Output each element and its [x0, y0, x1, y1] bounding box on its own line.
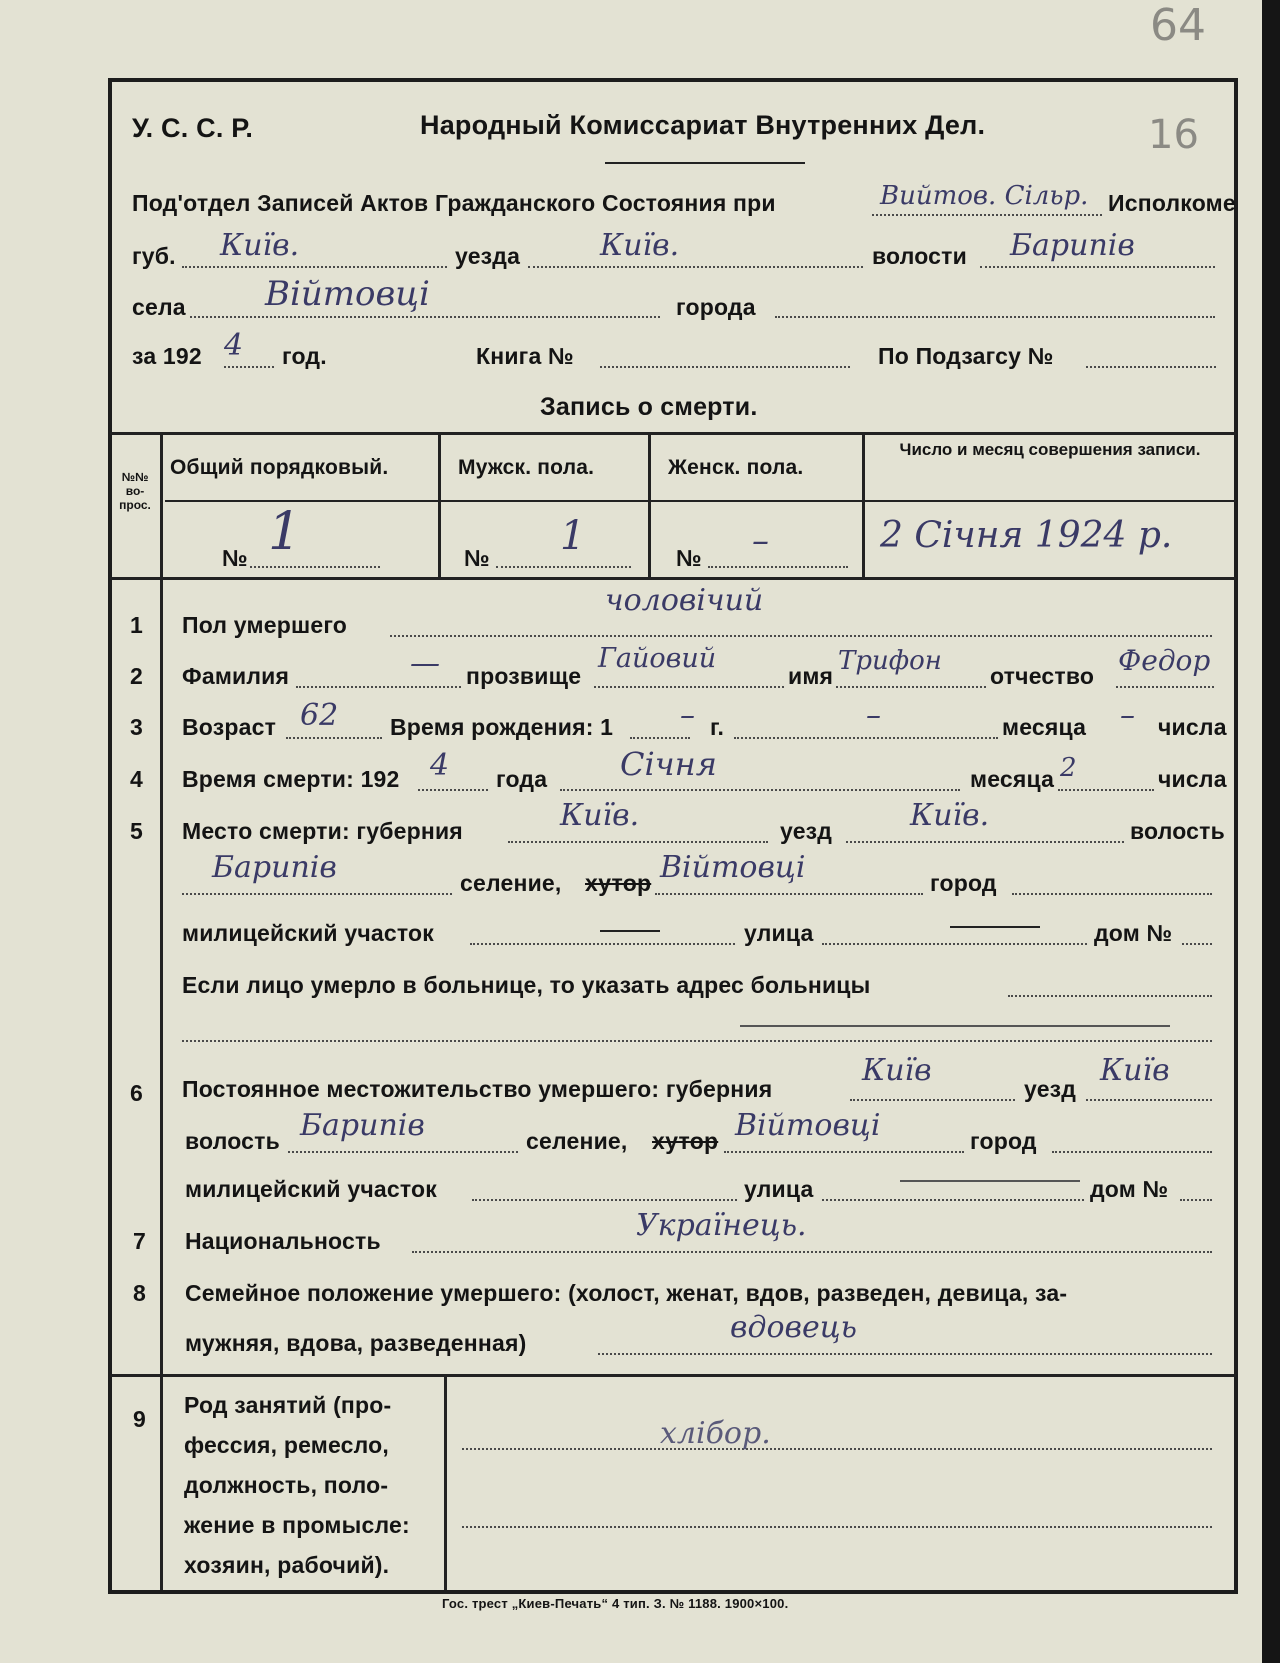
place-city-label: город: [930, 870, 997, 896]
question-3-number: 3: [130, 714, 143, 740]
occupation-label-3: должность, поло-: [184, 1472, 389, 1498]
title-underline: [605, 162, 805, 164]
state-name: У. С. С. Р.: [132, 113, 254, 143]
birth-day-label: числа: [1158, 714, 1227, 740]
gub-value: Київ.: [220, 228, 300, 263]
militia-line-1: [470, 943, 735, 945]
gub-label: губ.: [132, 243, 176, 269]
year-suffix: год.: [282, 343, 327, 369]
death-year-line: [418, 789, 488, 791]
male-num-sign: №: [464, 545, 490, 571]
birth-month-line: [734, 737, 998, 739]
place-gub-value: Київ.: [560, 798, 640, 833]
occupation-label-2: фессия, ремесло,: [184, 1432, 390, 1458]
hospital-line-2: [182, 1040, 1212, 1042]
question-9-number: 9: [133, 1406, 146, 1432]
nickname-value: Гайовий: [598, 643, 717, 674]
place-volost-label: волость: [1130, 818, 1225, 844]
occupation-line-1: [462, 1448, 1212, 1450]
street-line-1: [822, 943, 1087, 945]
question-7-number: 7: [133, 1228, 146, 1254]
col-rule-2: [648, 432, 651, 577]
res-city-line: [1052, 1151, 1212, 1153]
occupation-value: хлібор.: [660, 1416, 771, 1451]
volost-value: Барипів: [1010, 228, 1135, 263]
age-line: [286, 737, 382, 739]
patronymic-line: [1116, 686, 1214, 688]
surname-label: Фамилия: [182, 663, 290, 689]
ispolkom-value: Вийтов. Сільр.: [880, 181, 1089, 211]
female-line: [708, 566, 848, 568]
death-year-value: 4: [430, 748, 450, 783]
death-month-value: Січня: [620, 745, 717, 783]
general-num-sign: №: [222, 545, 248, 571]
birth-year-value: –: [680, 698, 695, 733]
subdept-label: Под'отдел Записей Актов Гражданского Состояния при: [132, 190, 776, 216]
place-city-line: [1012, 893, 1212, 895]
res-gub-value: Київ: [862, 1053, 932, 1088]
nationality-value: Українець.: [636, 1208, 807, 1243]
death-month-label: месяца: [970, 766, 1055, 792]
res-khutor-label: хутор: [652, 1128, 719, 1154]
table-top-rule: [110, 432, 1236, 435]
place-village-label: селение,: [460, 870, 562, 896]
page-edge: [1262, 0, 1280, 1663]
street-label-1: улица: [744, 920, 814, 946]
table-header-rule: [165, 500, 1236, 502]
birth-year-line: [630, 737, 690, 739]
place-uezd-line: [846, 841, 1124, 843]
militia-label-2: милицейский участок: [185, 1176, 437, 1202]
question-2-number: 2: [130, 663, 143, 689]
nickname-label: прозвище: [466, 663, 582, 689]
gub-line: [182, 266, 447, 268]
res-volost-line: [288, 1151, 518, 1153]
book-line: [600, 366, 850, 368]
occupation-label-1: Род занятий (про-: [184, 1392, 392, 1418]
date-value: 2 Січня 1924 р.: [880, 515, 1173, 556]
place-khutor-label: хутор: [585, 870, 652, 896]
subrecord-label: По Подзагсу №: [878, 343, 1054, 369]
house-line-2: [1180, 1199, 1212, 1201]
marital-line: [598, 1353, 1212, 1355]
marital-label-1: Семейное положение умершего: (холост, женат, вдов, разведен, девица, за-: [185, 1280, 1068, 1306]
res-uezd-line: [1086, 1099, 1212, 1101]
house-label-2: дом №: [1090, 1176, 1169, 1202]
uezd-label: уезда: [455, 243, 521, 269]
birth-month-value: –: [866, 698, 881, 733]
table-bottom-rule: [110, 577, 1236, 580]
death-month-line: [560, 789, 960, 791]
volost-line: [980, 266, 1215, 268]
place-village-value: Війтовці: [660, 850, 806, 885]
place-volost-line: [182, 893, 452, 895]
sex-line: [390, 635, 1212, 637]
place-village-line: [655, 893, 923, 895]
gorod-label: города: [676, 294, 756, 320]
g-label: г.: [710, 714, 725, 740]
volost-label: волости: [872, 243, 967, 269]
question-6-number: 6: [130, 1080, 143, 1106]
general-line: [250, 566, 380, 568]
female-num-sign: №: [676, 545, 702, 571]
occupation-label-4: жение в промысле:: [184, 1512, 410, 1538]
nationality-label: Национальность: [185, 1228, 381, 1254]
year-line: [224, 366, 274, 368]
res-village-line: [724, 1151, 964, 1153]
question-4-number: 4: [130, 766, 143, 792]
death-day-line: [1058, 789, 1154, 791]
question-num-header: №№ во-прос.: [119, 470, 151, 512]
gorod-line: [775, 316, 1215, 318]
militia-dash-1: [600, 930, 660, 932]
marital-label-2: мужняя, вдова, разведенная): [185, 1330, 527, 1356]
uezd-line: [528, 266, 863, 268]
page-mark: 16: [1148, 112, 1199, 158]
book-label: Книга №: [476, 343, 574, 369]
sex-value: чоловічий: [605, 583, 764, 618]
street-label-2: улица: [744, 1176, 814, 1202]
occupation-col-rule: [444, 1374, 447, 1590]
commissariat-title: Народный Комиссариат Внутренних Дел.: [420, 110, 986, 140]
age-label: Возраст: [182, 714, 277, 740]
res-gub-line: [850, 1099, 1015, 1101]
question-8-number: 8: [133, 1280, 146, 1306]
birth-month-label: месяца: [1002, 714, 1087, 740]
female-col-header: Женск. пола.: [668, 456, 804, 479]
street-dash-1: [950, 926, 1040, 928]
male-value: 1: [560, 513, 586, 559]
general-col-header: Общий порядковый.: [170, 456, 389, 479]
question-5-number: 5: [130, 818, 143, 844]
street-line-2: [822, 1199, 1084, 1201]
male-line: [496, 566, 631, 568]
age-value: 62: [300, 698, 339, 733]
female-value: –: [752, 521, 769, 561]
form-title: Запись о смерти.: [540, 393, 758, 421]
year-label: года: [496, 766, 548, 792]
place-uezd-label: уезд: [780, 818, 833, 844]
selo-line: [190, 316, 660, 318]
res-village-label: селение,: [526, 1128, 628, 1154]
res-volost-label: волость: [185, 1128, 280, 1154]
occupation-label-5: хозяин, рабочий).: [184, 1552, 390, 1578]
res-city-label: город: [970, 1128, 1037, 1154]
residence-label: Постоянное местожительство умершего: губерния: [182, 1076, 773, 1102]
res-uezd-label: уезд: [1024, 1076, 1077, 1102]
death-day-value: 2: [1060, 753, 1077, 783]
year-prefix: за 192: [132, 343, 202, 369]
occupation-line-2: [462, 1526, 1212, 1528]
house-label-1: дом №: [1094, 920, 1173, 946]
nickname-line: [594, 686, 784, 688]
name-label: имя: [788, 663, 834, 689]
militia-line-2: [472, 1199, 737, 1201]
death-label: Время смерти: 192: [182, 766, 400, 792]
name-value: Трифон: [838, 646, 942, 676]
hospital-label: Если лицо умерло в больнице, то указать адрес больницы: [182, 972, 871, 998]
selo-label: села: [132, 294, 186, 320]
patronymic-value: Федор: [1118, 644, 1211, 677]
surname-line: [296, 686, 461, 688]
uezd-value: Київ.: [600, 228, 680, 263]
res-village-value: Війтовці: [735, 1108, 881, 1143]
place-volost-value: Барипів: [212, 850, 337, 885]
male-col-header: Мужск. пола.: [458, 456, 595, 479]
printer-line: Гос. трест „Киев-Печать“ 4 тип. З. № 1188. 1900×100.: [442, 1596, 789, 1611]
occupation-top-rule: [110, 1374, 1236, 1377]
ispolkom-label: Исполкоме: [1108, 190, 1236, 216]
surname-value: —: [410, 646, 440, 681]
patronymic-label: отчество: [990, 663, 1095, 689]
house-line-1: [1182, 943, 1212, 945]
ispolkom-line: [872, 214, 1102, 216]
year-digit: 4: [224, 328, 244, 363]
death-day-label: числа: [1158, 766, 1227, 792]
street-dash-2: [900, 1180, 1080, 1182]
sex-label: Пол умершего: [182, 612, 348, 638]
name-line: [836, 686, 986, 688]
hospital-line-1: [1008, 995, 1212, 997]
col-rule-1: [438, 432, 441, 577]
place-gub-line: [508, 841, 768, 843]
date-col-header: Число и месяц совершения записи.: [899, 440, 1201, 459]
place-uezd-value: Київ.: [910, 798, 990, 833]
question-col-rule: [160, 432, 163, 1590]
birth-label: Время рождения: 1: [390, 714, 614, 740]
nationality-line: [412, 1251, 1212, 1253]
col-rule-3: [862, 432, 865, 577]
folio-number: 64: [1150, 0, 1206, 51]
place-label: Место смерти: губерния: [182, 818, 463, 844]
marital-value: вдовець: [730, 1310, 858, 1345]
res-uezd-value: Київ: [1100, 1053, 1170, 1088]
res-volost-value: Барипів: [300, 1108, 425, 1143]
militia-label-1: милицейский участок: [182, 920, 434, 946]
selo-value: Війтовці: [265, 274, 430, 314]
birth-day-value: –: [1120, 698, 1135, 733]
general-value: 1: [268, 502, 302, 562]
question-1-number: 1: [130, 612, 143, 638]
hospital-dash: [740, 1025, 1170, 1027]
subrecord-line: [1086, 366, 1216, 368]
